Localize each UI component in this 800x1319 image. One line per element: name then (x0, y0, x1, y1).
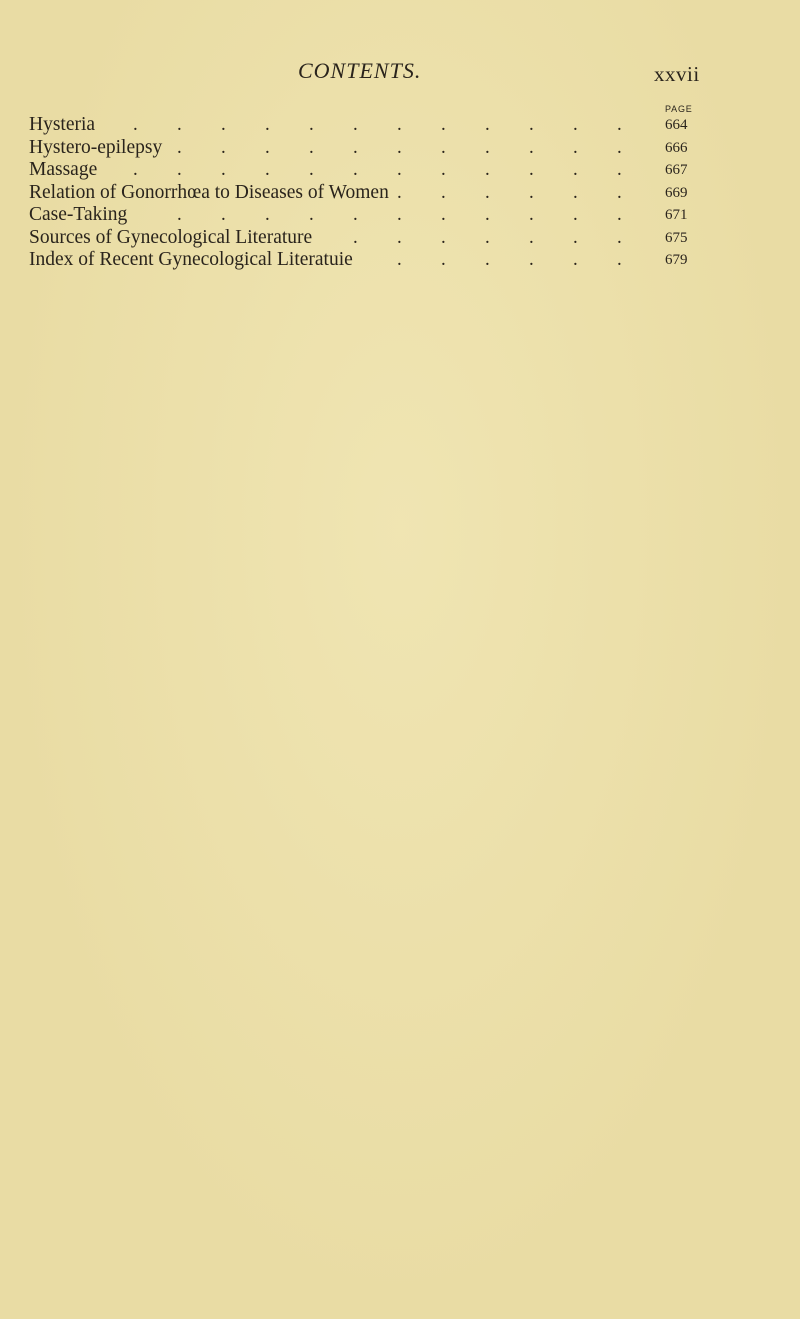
leader-dot: . (397, 159, 402, 180)
leader-dot: . (133, 114, 138, 135)
toc-entry-title: Index of Recent Gynecological Literatuie (29, 249, 353, 270)
toc-entry-title: Relation of Gonorrhœa to Diseases of Women (29, 181, 389, 203)
leader-dot: . (529, 249, 534, 270)
toc-entry-page: 666 (665, 139, 688, 156)
running-head (0, 58, 800, 88)
leader-dot: . (353, 136, 358, 158)
leader-dot: . (617, 204, 622, 225)
leader-dot: . (573, 181, 578, 203)
leader-dot: . (397, 204, 402, 225)
leader-dot: . (573, 159, 578, 180)
toc-entry-page: 675 (665, 229, 688, 246)
toc-entry (29, 114, 719, 137)
leader-dot: . (441, 159, 446, 180)
leader-dot: . (353, 159, 358, 180)
leader-dot: . (353, 114, 358, 135)
leader-dot: . (617, 136, 622, 158)
page-number: xxvii (654, 62, 700, 86)
leader-dot: . (177, 159, 182, 180)
toc-entry (29, 249, 719, 272)
toc-entry-page: 664 (665, 117, 688, 133)
leader-dot: . (353, 226, 358, 248)
leader-dot: . (441, 204, 446, 225)
leader-dot: . (221, 204, 226, 225)
leader-dot: . (573, 226, 578, 248)
leader-dot: . (529, 181, 534, 203)
leader-dot: . (309, 114, 314, 135)
leader-dot: . (265, 114, 270, 135)
leader-dot: . (177, 136, 182, 158)
leader-dot: . (177, 204, 182, 225)
leader-dot: . (309, 204, 314, 225)
leader-dot: . (573, 249, 578, 270)
leader-dot: . (485, 114, 490, 135)
dot-leader (29, 114, 654, 137)
leader-dot: . (221, 136, 226, 158)
toc-entry-title: Massage (29, 159, 98, 180)
leader-dot: . (485, 159, 490, 180)
leader-dot: . (617, 249, 622, 270)
leader-dot: . (617, 114, 622, 135)
leader-dot: . (529, 114, 534, 135)
leader-dot: . (397, 249, 402, 270)
leader-dot: . (133, 159, 138, 180)
leader-dot: . (397, 136, 402, 158)
toc-entry-page: 679 (665, 252, 688, 268)
leader-dot: . (573, 114, 578, 135)
leader-dot: . (441, 249, 446, 270)
leader-dot: . (309, 136, 314, 158)
leader-dot: . (529, 159, 534, 180)
running-title: CONTENTS. (298, 58, 422, 83)
leader-dot: . (529, 204, 534, 225)
leader-dot: . (441, 181, 446, 203)
leader-dot: . (529, 136, 534, 158)
leader-dot: . (485, 249, 490, 270)
leader-dot: . (573, 204, 578, 225)
leader-dot: . (617, 226, 622, 248)
leader-dot: . (573, 136, 578, 158)
leader-dot: . (221, 159, 226, 180)
leader-dot: . (617, 159, 622, 180)
toc-entry-page: 671 (665, 207, 688, 223)
toc-entry (29, 182, 719, 205)
leader-dot: . (485, 204, 490, 225)
toc-entry (29, 137, 719, 160)
leader-dot: . (265, 136, 270, 158)
toc-entry (29, 159, 719, 182)
toc-entry-page: 669 (665, 184, 688, 201)
toc-entry-page: 667 (665, 162, 688, 178)
leader-dot: . (485, 136, 490, 158)
toc-entry-title: Hysteria (29, 114, 96, 135)
leader-dot: . (441, 226, 446, 248)
leader-dot: . (397, 226, 402, 248)
toc-entry-title: Case-Taking (29, 204, 128, 225)
leader-dot: . (397, 181, 402, 203)
toc-entry-title: Hystero-epilepsy (29, 136, 163, 158)
leader-dot: . (221, 114, 226, 135)
page-column-label: PAGE (665, 104, 693, 114)
leader-dot: . (485, 226, 490, 248)
toc-entry-title: Sources of Gynecological Literature (29, 226, 313, 248)
table-of-contents (29, 114, 719, 272)
leader-dot: . (177, 114, 182, 135)
leader-dot: . (309, 159, 314, 180)
leader-dot: . (265, 204, 270, 225)
leader-dot: . (441, 136, 446, 158)
leader-dot: . (529, 226, 534, 248)
dot-leader (29, 159, 654, 182)
leader-dot: . (353, 204, 358, 225)
leader-dot: . (617, 181, 622, 203)
leader-dot: . (485, 181, 490, 203)
leader-dot: . (265, 159, 270, 180)
toc-entry (29, 227, 719, 250)
leader-dot: . (397, 114, 402, 135)
leader-dot: . (441, 114, 446, 135)
toc-entry (29, 204, 719, 227)
